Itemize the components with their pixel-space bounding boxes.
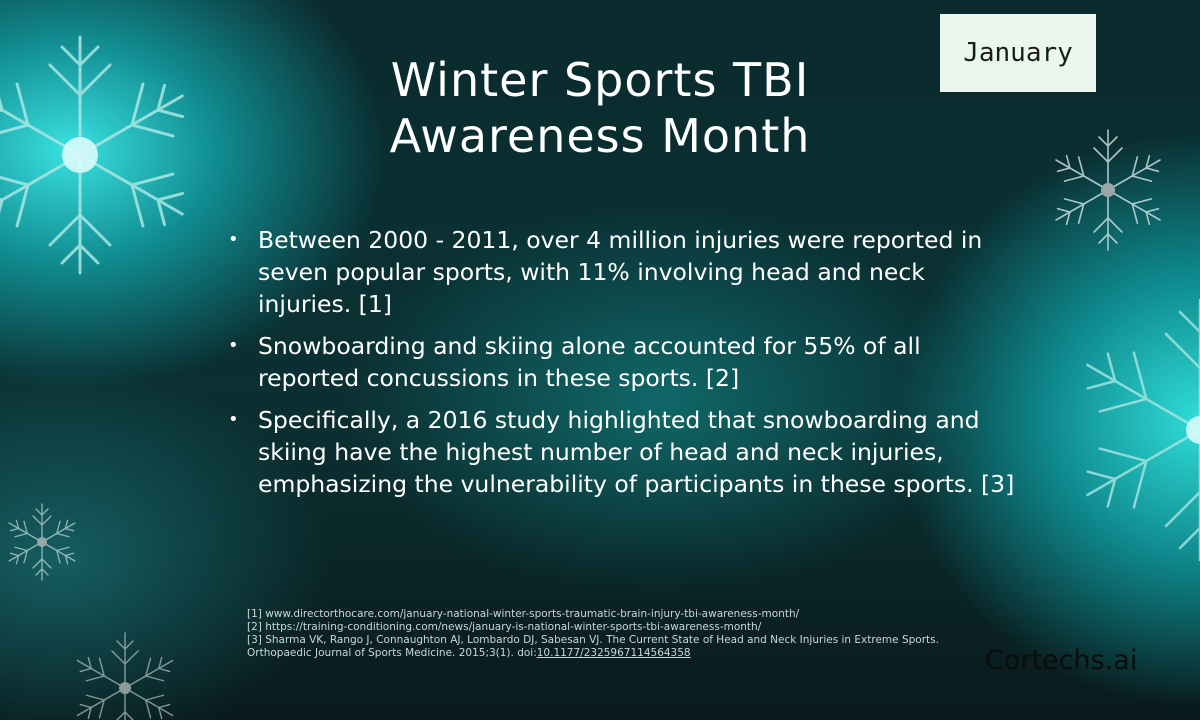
reference-3 [247,634,947,660]
title-line-2: Awareness Month [389,109,811,163]
list-item [228,224,1018,320]
references [247,608,947,660]
title-line-1: Winter Sports TBI [390,53,810,107]
reference-1: [1] www.directorthocare.com/january-national-winter-sports-traumatic-brain-injury-tbi-awareness-month/ [247,608,800,620]
fact-list [228,224,1018,510]
bullet-icon: • [228,409,239,430]
snowflake-icon [0,500,84,584]
snowflake-icon [1040,125,1176,255]
fact-text: Specifically, a 2016 study highlighted that snowboarding and skiing have the highest number of head and neck injuries, emphasizing the vulnerability of participants in these sports. [3] [258,406,1015,498]
reference-3-text: [3] Sharma VK, Rango J, Connaughton AJ, Lombardo DJ, Sabesan VJ. The Current State of Head and Neck Injuries in Extreme Sports. Orthopaedic Journal of Sports Medicine. 2015;3(1). doi: [247,634,939,659]
doi-link[interactable]: 10.1177/2325967114564358 [536,647,691,659]
brand-logo: Cortechs.ai [985,645,1138,676]
reference-2: [2] https://training-conditioning.com/news/january-is-national-winter-sports-tbi-awareness-month/ [247,621,762,633]
page-title [300,52,900,164]
snowflake-icon [0,30,220,280]
bullet-icon: • [228,229,239,250]
month-badge: January [940,14,1096,92]
fact-text: Snowboarding and skiing alone accounted for 55% of all reported concussions in these sports. [2] [258,332,921,392]
list-item [228,330,1018,394]
snowflake-icon [65,628,185,720]
bullet-icon: • [228,335,239,356]
snowflake-icon [1060,290,1200,570]
fact-text: Between 2000 - 2011, over 4 million injuries were reported in seven popular sports, with 11% involving head and neck injuries. [1] [258,226,983,318]
list-item [228,404,1018,500]
